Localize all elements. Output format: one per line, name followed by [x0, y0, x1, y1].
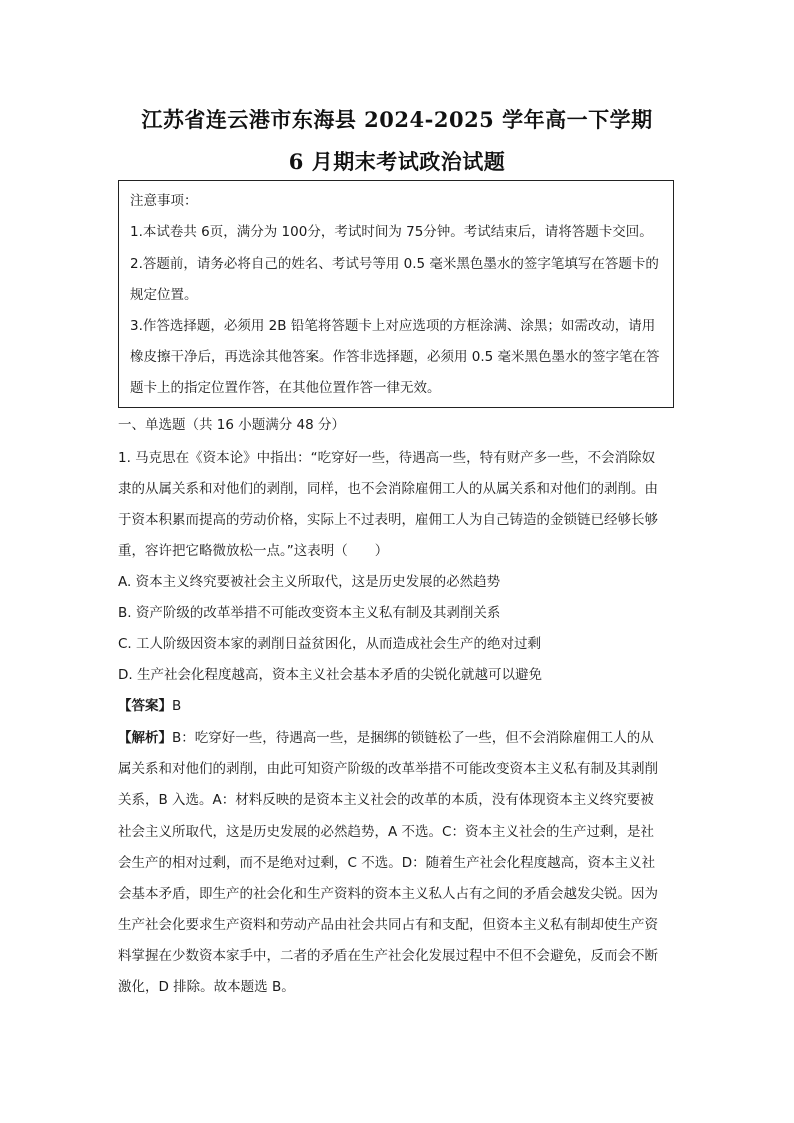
exam-title-line-1: 江苏省连云港市东海县 2024-2025 学年高一下学期: [141, 107, 653, 132]
question-stem-line-3: 于资本积累而提高的劳动价格，实际上不过表明，雇佣工人为自己铸造的金锁链已经够长够: [118, 512, 658, 528]
notice-line-2: 2.答题前，请务必将自己的姓名、考试号等用 0.5 毫米黑色墨水的签字笔填写在答题卡的: [130, 256, 659, 272]
analysis-text-1: B：吃穿好一些，待遇高一些，是捆绑的锁链松了一些，但不会消除雇佣工人的从: [172, 730, 654, 746]
notice-heading: 注意事项：: [130, 193, 198, 209]
answer-label: 【答案】: [118, 698, 172, 714]
exam-title-line-2: 6 月期末考试政治试题: [288, 149, 506, 174]
notice-line-3: 规定位置。: [130, 287, 198, 303]
analysis-label: 【解析】: [118, 730, 172, 746]
notice-line-6: 题卡上的指定位置作答，在其他位置作答一律无效。: [130, 380, 441, 396]
option-d: D. 生产社会化程度越高，资本主义社会基本矛盾的尖锐化就越可以避免: [118, 667, 542, 683]
analysis-line-4: 社会主义所取代，这是历史发展的必然趋势，A 不选。C：资本主义社会的生产过剩，是社: [118, 824, 654, 840]
analysis-line-7: 生产社会化要求生产资料和劳动产品由社会共同占有和支配，但资本主义私有制却使生产资: [118, 917, 658, 933]
analysis-line-5: 会生产的相对过剩，而不是绝对过剩，C 不选。D：随着生产社会化程度越高，资本主义社: [118, 855, 656, 871]
option-b: B. 资产阶级的改革举措不可能改变资本主义私有制及其剥削关系: [118, 605, 501, 621]
notice-box: [118, 180, 674, 408]
notice-line-1: 1.本试卷共 6页，满分为 100分，考试时间为 75分钟。考试结束后，请将答题卡交回。: [130, 224, 653, 240]
notice-line-4: 3.作答选择题，必须用 2B 铅笔将答题卡上对应选项的方框涂满、涂黑；如需改动，请用: [130, 318, 656, 334]
answer-line: [118, 697, 181, 715]
option-c: C. 工人阶级因资本家的剥削日益贫困化，从而造成社会生产的绝对过剩: [118, 636, 542, 652]
section-heading: 一、单选题（共 16 小题满分 48 分）: [118, 417, 346, 433]
question-stem-line-1: 1. 马克思在《资本论》中指出：“吃穿好一些，待遇高一些，特有财产多一些，不会消除奴: [118, 450, 656, 466]
question-stem-line-2: 隶的从属关系和对他们的剥削，同样，也不会消除雇佣工人的从属关系和对他们的剥削。由: [118, 481, 658, 497]
analysis-line-3: 关系，B 入选。A：材料反映的是资本主义社会的改革的本质，没有体现资本主义终究要被: [118, 792, 654, 808]
option-a: A. 资本主义终究要被社会主义所取代，这是历史发展的必然趋势: [118, 574, 501, 590]
answer-value: B: [172, 698, 182, 714]
analysis-line-1: [118, 729, 654, 747]
analysis-line-9: 激化，D 排除。故本题选 B。: [118, 979, 295, 995]
analysis-line-2: 属关系和对他们的剥削，由此可知资产阶级的改革举措不可能改变资本主义私有制及其剥削: [118, 761, 658, 777]
question-stem-line-4: 重，容许把它略微放松一点。”这表明（ ）: [118, 543, 389, 559]
analysis-line-8: 料掌握在少数资本家手中，二者的矛盾在生产社会化发展过程中不但不会避免，反而会不断: [118, 948, 658, 964]
analysis-line-6: 会基本矛盾，即生产的社会化和生产资料的资本主义私人占有之间的矛盾会越发尖锐。因为: [118, 886, 658, 902]
notice-line-5: 橡皮擦干净后，再选涂其他答案。作答非选择题，必须用 0.5 毫米黑色墨水的签字笔在答: [130, 349, 660, 365]
